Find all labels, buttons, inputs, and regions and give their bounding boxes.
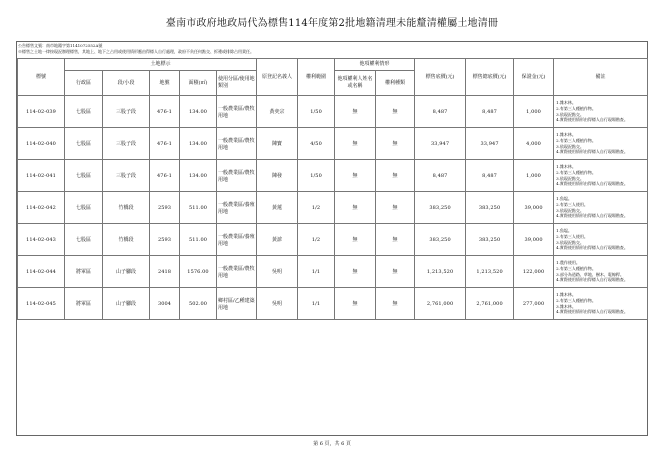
cell-section: 山子腳段 bbox=[103, 256, 150, 288]
cell-usage: 一般農業區/農牧用地 bbox=[217, 256, 257, 288]
cell-share: 1/2 bbox=[298, 192, 335, 224]
cell-base-price: 8,487 bbox=[415, 160, 466, 192]
note-line: ※標售之土地一律按現況辦理標售，其地上、地下之占用或使用情形應由得標人自行處理，政府不負任何點交、拆遷或排除占用責任。 bbox=[18, 49, 254, 55]
cell-owner: 吳明 bbox=[257, 288, 298, 320]
remark-line: 1.雜木林。 bbox=[556, 132, 576, 138]
table-row bbox=[18, 256, 648, 288]
land-table bbox=[17, 58, 648, 320]
table-row bbox=[18, 96, 648, 128]
cell-deposit: 4,000 bbox=[514, 128, 554, 160]
cell-usage: 一般農業區/農牧用地 bbox=[217, 128, 257, 160]
cell-other-type: 無 bbox=[376, 192, 415, 224]
cell-owner: 陳發 bbox=[257, 160, 298, 192]
cell-owner: 黃奕宗 bbox=[257, 96, 298, 128]
table-row bbox=[18, 192, 648, 224]
cell-section: 竹橋段 bbox=[103, 224, 150, 256]
cell-district: 七股區 bbox=[65, 192, 103, 224]
cell-base-price: 1,213,520 bbox=[415, 256, 466, 288]
cell-usage: 一般農業區/農牧用地 bbox=[217, 96, 257, 128]
cell-owner: 黃諺 bbox=[257, 224, 298, 256]
cell-area: 502.00 bbox=[180, 288, 217, 320]
cell-section: 三股子段 bbox=[103, 128, 150, 160]
cell-lot: 476-1 bbox=[150, 96, 180, 128]
header-deposit: 保證金(元) bbox=[514, 59, 554, 96]
cell-remarks bbox=[554, 128, 648, 160]
cell-area: 134.00 bbox=[180, 96, 217, 128]
remark-line: 4.實際使用情形由得標人自行現場勘查。 bbox=[556, 181, 628, 187]
cell-remarks bbox=[554, 160, 648, 192]
cell-remarks bbox=[554, 256, 648, 288]
cell-lot: 476-1 bbox=[150, 160, 180, 192]
table-row bbox=[18, 288, 648, 320]
page-title: 臺南市政府地政局代為標售114年度第2批地籍清理未能釐清權屬土地清冊 bbox=[165, 18, 499, 29]
remark-line: 3.依現況點交。 bbox=[556, 175, 584, 181]
cell-deposit: 1,000 bbox=[514, 96, 554, 128]
header-other-group: 他項權利情形 bbox=[335, 59, 415, 71]
cell-base-price: 383,250 bbox=[415, 192, 466, 224]
cell-usage: 一般農業區/養殖用地 bbox=[217, 192, 257, 224]
remark-line: 2.有第三人種植作物。 bbox=[556, 265, 596, 271]
cell-deposit: 39,000 bbox=[514, 224, 554, 256]
cell-area: 134.00 bbox=[180, 128, 217, 160]
cell-section: 竹橋段 bbox=[103, 192, 150, 224]
cell-section: 三股子段 bbox=[103, 96, 150, 128]
cell-owner: 陳寶 bbox=[257, 128, 298, 160]
cell-deposit: 122,000 bbox=[514, 256, 554, 288]
cell-district: 將軍區 bbox=[65, 256, 103, 288]
header-total-price: 標售總底價(元) bbox=[466, 59, 514, 96]
remark-line: 1.農作使用。 bbox=[556, 260, 580, 266]
header-share: 權利範圍 bbox=[298, 59, 335, 96]
cell-other-names: 無 bbox=[335, 224, 376, 256]
cell-total-price: 2,761,000 bbox=[466, 288, 514, 320]
cell-district: 七股區 bbox=[65, 96, 103, 128]
cell-other-names: 無 bbox=[335, 96, 376, 128]
cell-total-price: 33,947 bbox=[466, 128, 514, 160]
remark-line: 4.實際使用情形由得標人自行現場勘查。 bbox=[556, 149, 628, 155]
remark-line: 3.依現況點交。 bbox=[556, 207, 584, 213]
table-row bbox=[18, 160, 648, 192]
cell-total-price: 383,250 bbox=[466, 224, 514, 256]
notes-block bbox=[18, 43, 254, 56]
remark-line: 2.有第三人使用。 bbox=[556, 201, 588, 207]
cell-remarks bbox=[554, 192, 648, 224]
cell-other-type: 無 bbox=[376, 160, 415, 192]
header-other-names: 他項權利人姓名或名稱 bbox=[335, 71, 376, 96]
cell-owner: 吳明 bbox=[257, 256, 298, 288]
cell-base-price: 8,487 bbox=[415, 96, 466, 128]
header-section: 段/小段 bbox=[103, 71, 150, 96]
remark-line: 4.實際使用情形由得標人自行現場勘查。 bbox=[556, 277, 628, 283]
remark-line: 2.有第三人種植作物。 bbox=[556, 169, 596, 175]
table-row bbox=[18, 128, 648, 160]
cell-usage: 鄉村區/乙種建築用地 bbox=[217, 288, 257, 320]
cell-lot: 3004 bbox=[150, 288, 180, 320]
cell-section: 三股子段 bbox=[103, 160, 150, 192]
remark-line: 4.實際使用情形由得標人自行現場勘查。 bbox=[556, 309, 628, 315]
remark-line: 3.依現況點交。 bbox=[556, 111, 584, 117]
cell-usage: 一般農業區/農牧用地 bbox=[217, 160, 257, 192]
header-usage: 使用分區/使用地類別 bbox=[217, 71, 257, 96]
cell-lot: 476-1 bbox=[150, 128, 180, 160]
cell-deposit: 1,000 bbox=[514, 160, 554, 192]
land-list-sheet bbox=[16, 41, 648, 436]
remark-line: 1.雜木林。 bbox=[556, 100, 576, 106]
cell-share: 1/50 bbox=[298, 160, 335, 192]
cell-remarks bbox=[554, 96, 648, 128]
remark-line: 3.雜木林。 bbox=[556, 303, 576, 309]
remark-line: 1.魚塭。 bbox=[556, 196, 572, 202]
cell-other-names: 無 bbox=[335, 128, 376, 160]
note-line: 公告標售文號：南市地籍字第1141072552A號 bbox=[18, 43, 103, 48]
cell-section: 山子腳段 bbox=[103, 288, 150, 320]
header-other-type: 權利種類 bbox=[376, 71, 415, 96]
cell-area: 511.00 bbox=[180, 224, 217, 256]
cell-deposit: 277,000 bbox=[514, 288, 554, 320]
cell-biaohao: 114-02-040 bbox=[18, 128, 65, 160]
cell-total-price: 8,487 bbox=[466, 96, 514, 128]
cell-deposit: 39,000 bbox=[514, 192, 554, 224]
remark-line: 4.實際使用情形由得標人自行現場勘查。 bbox=[556, 245, 628, 251]
cell-share: 1/1 bbox=[298, 256, 335, 288]
cell-biaohao: 114-02-043 bbox=[18, 224, 65, 256]
cell-biaohao: 114-02-044 bbox=[18, 256, 65, 288]
cell-total-price: 1,213,520 bbox=[466, 256, 514, 288]
cell-other-names: 無 bbox=[335, 160, 376, 192]
cell-district: 七股區 bbox=[65, 128, 103, 160]
table-row bbox=[18, 224, 648, 256]
cell-other-type: 無 bbox=[376, 128, 415, 160]
header-land-group: 土地標示 bbox=[65, 59, 257, 71]
cell-biaohao: 114-02-042 bbox=[18, 192, 65, 224]
page-footer: 第 6 頁，共 6 頁 bbox=[313, 441, 351, 447]
remark-line: 3.依現況點交。 bbox=[556, 239, 584, 245]
remark-line: 2.有第三人使用。 bbox=[556, 233, 588, 239]
cell-biaohao: 114-02-041 bbox=[18, 160, 65, 192]
cell-district: 七股區 bbox=[65, 224, 103, 256]
cell-remarks bbox=[554, 288, 648, 320]
header-owner: 原登記名義人 bbox=[257, 59, 298, 96]
remark-line: 4.實際使用情形由得標人自行現場勘查。 bbox=[556, 213, 628, 219]
cell-other-type: 無 bbox=[376, 96, 415, 128]
remark-line: 2.有第三人種植作物。 bbox=[556, 137, 596, 143]
cell-lot: 2418 bbox=[150, 256, 180, 288]
cell-share: 4/50 bbox=[298, 128, 335, 160]
header-district: 行政區 bbox=[65, 71, 103, 96]
remark-line: 3.依現況點交。 bbox=[556, 143, 584, 149]
cell-share: 1/1 bbox=[298, 288, 335, 320]
cell-other-names: 無 bbox=[335, 256, 376, 288]
cell-remarks bbox=[554, 224, 648, 256]
remark-line: 1.魚塭。 bbox=[556, 228, 572, 234]
cell-base-price: 2,761,000 bbox=[415, 288, 466, 320]
remark-line: 1.雜木林。 bbox=[556, 292, 576, 298]
remark-line: 2.有第三人種植作物。 bbox=[556, 297, 596, 303]
cell-other-names: 無 bbox=[335, 192, 376, 224]
cell-base-price: 33,947 bbox=[415, 128, 466, 160]
cell-area: 511.00 bbox=[180, 192, 217, 224]
cell-lot: 2593 bbox=[150, 224, 180, 256]
cell-owner: 黃蓮 bbox=[257, 192, 298, 224]
cell-other-type: 無 bbox=[376, 256, 415, 288]
cell-total-price: 8,487 bbox=[466, 160, 514, 192]
cell-total-price: 383,250 bbox=[466, 192, 514, 224]
cell-other-names: 無 bbox=[335, 288, 376, 320]
cell-lot: 2593 bbox=[150, 192, 180, 224]
cell-other-type: 無 bbox=[376, 288, 415, 320]
cell-usage: 一般農業區/養殖用地 bbox=[217, 224, 257, 256]
remark-line: 1.雜木林。 bbox=[556, 164, 576, 170]
header-remarks: 備註 bbox=[554, 59, 648, 96]
remark-line: 4.實際使用情形由得標人自行現場勘查。 bbox=[556, 117, 628, 123]
cell-share: 1/50 bbox=[298, 96, 335, 128]
cell-area: 134.00 bbox=[180, 160, 217, 192]
cell-share: 1/2 bbox=[298, 224, 335, 256]
header-area: 面積(㎡) bbox=[180, 71, 217, 96]
cell-biaohao: 114-02-045 bbox=[18, 288, 65, 320]
cell-biaohao: 114-02-039 bbox=[18, 96, 65, 128]
header-base-price: 標售底價(元) bbox=[415, 59, 466, 96]
cell-district: 將軍區 bbox=[65, 288, 103, 320]
cell-other-type: 無 bbox=[376, 224, 415, 256]
cell-area: 1576.00 bbox=[180, 256, 217, 288]
remark-line: 2.有第三人種植作物。 bbox=[556, 105, 596, 111]
header-biaohao: 標號 bbox=[18, 59, 65, 96]
cell-base-price: 383,250 bbox=[415, 224, 466, 256]
header-lot: 地號 bbox=[150, 71, 180, 96]
remark-line: 3.部分為道路、草地、樹木、電線桿。 bbox=[556, 271, 624, 277]
cell-district: 七股區 bbox=[65, 160, 103, 192]
